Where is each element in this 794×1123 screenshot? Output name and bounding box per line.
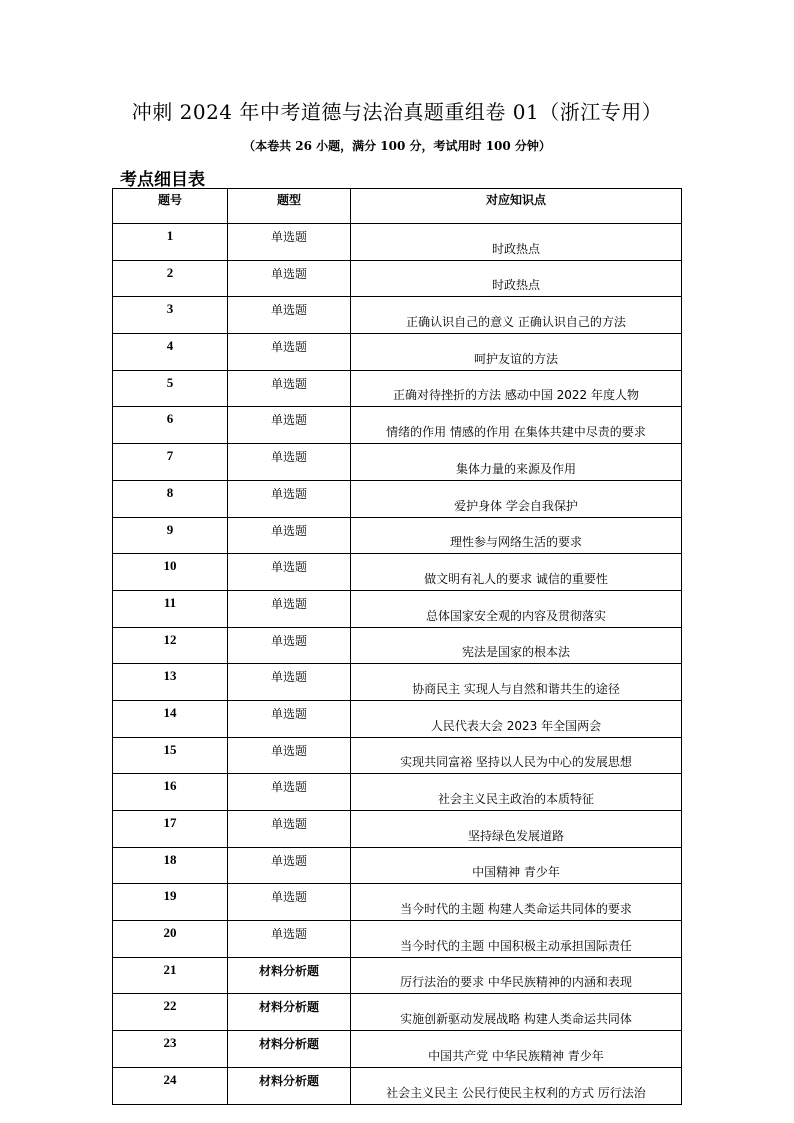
table-row [113,224,682,261]
question-number: 4 [113,334,228,371]
question-type: 材料分析题 [228,1067,351,1104]
question-type: 单选题 [228,847,351,884]
question-type: 单选题 [228,627,351,664]
question-number: 17 [113,811,228,848]
question-type: 材料分析题 [228,957,351,994]
table-row [113,480,682,517]
question-number: 19 [113,884,228,921]
question-type: 单选题 [228,297,351,334]
question-type: 单选题 [228,554,351,591]
table-row [113,407,682,444]
knowledge-point: 实现共同富裕 坚持以人民为中心的发展思想 [351,737,682,774]
table-row [113,737,682,774]
knowledge-point: 总体国家安全观的内容及贯彻落实 [351,590,682,627]
question-number: 11 [113,590,228,627]
table-row [113,664,682,701]
knowledge-point: 正确对待挫折的方法 感动中国 2022 年度人物 [351,370,682,407]
question-number: 18 [113,847,228,884]
knowledge-point: 社会主义民主政治的本质特征 [351,774,682,811]
table-row [113,260,682,297]
question-number: 5 [113,370,228,407]
table-row [113,444,682,481]
question-number: 10 [113,554,228,591]
question-type: 单选题 [228,334,351,371]
table-row [113,370,682,407]
question-type: 材料分析题 [228,994,351,1031]
knowledge-point: 人民代表大会 2023 年全国两会 [351,700,682,737]
table-row [113,1031,682,1068]
page-title: 冲刺 2024 年中考道德与法治真题重组卷 01（浙江专用） [131,100,663,124]
question-type: 单选题 [228,737,351,774]
question-type: 单选题 [228,921,351,958]
knowledge-point: 实施创新驱动发展战略 构建人类命运共同体 [351,994,682,1031]
question-type: 单选题 [228,224,351,261]
knowledge-point: 当今时代的主题 构建人类命运共同体的要求 [351,884,682,921]
table-row [113,517,682,554]
knowledge-point: 社会主义民主 公民行使民主权利的方式 厉行法治 [351,1067,682,1104]
page-subtitle: （本卷共 26 小题，满分 100 分，考试用时 100 分钟） [243,139,551,153]
table-header-row [113,189,682,224]
question-type: 单选题 [228,700,351,737]
question-number: 7 [113,444,228,481]
table-row [113,554,682,591]
knowledge-point: 理性参与网络生活的要求 [351,517,682,554]
question-type: 单选题 [228,260,351,297]
table-row [113,590,682,627]
section-title: 考点细目表 [120,170,205,190]
table-row [113,847,682,884]
knowledge-point: 厉行法治的要求 中华民族精神的内涵和表现 [351,957,682,994]
knowledge-table [112,188,682,1105]
table-row [113,297,682,334]
header-number: 题号 [113,189,228,224]
question-type: 单选题 [228,480,351,517]
knowledge-point: 中国精神 青少年 [351,847,682,884]
table-row [113,700,682,737]
table-row [113,1067,682,1104]
table-row [113,774,682,811]
question-type: 单选题 [228,774,351,811]
table-row [113,334,682,371]
table-row [113,884,682,921]
question-number: 13 [113,664,228,701]
knowledge-point: 时政热点 [351,224,682,261]
question-type: 单选题 [228,590,351,627]
question-number: 22 [113,994,228,1031]
question-number: 3 [113,297,228,334]
table-row [113,921,682,958]
question-number: 23 [113,1031,228,1068]
question-number: 8 [113,480,228,517]
question-number: 9 [113,517,228,554]
header-type: 题型 [228,189,351,224]
knowledge-point: 集体力量的来源及作用 [351,444,682,481]
question-type: 单选题 [228,884,351,921]
table-row [113,957,682,994]
knowledge-point: 宪法是国家的根本法 [351,627,682,664]
question-number: 21 [113,957,228,994]
question-number: 14 [113,700,228,737]
question-type: 单选题 [228,517,351,554]
question-number: 15 [113,737,228,774]
question-number: 2 [113,260,228,297]
question-number: 1 [113,224,228,261]
question-number: 24 [113,1067,228,1104]
knowledge-point: 中国共产党 中华民族精神 青少年 [351,1031,682,1068]
question-type: 单选题 [228,444,351,481]
question-number: 12 [113,627,228,664]
table-row [113,811,682,848]
knowledge-point: 做文明有礼人的要求 诚信的重要性 [351,554,682,591]
question-type: 单选题 [228,407,351,444]
question-number: 6 [113,407,228,444]
knowledge-point: 协商民主 实现人与自然和谐共生的途径 [351,664,682,701]
question-number: 20 [113,921,228,958]
header-knowledge: 对应知识点 [351,189,682,224]
knowledge-point: 正确认识自己的意义 正确认识自己的方法 [351,297,682,334]
table-row [113,627,682,664]
table-row [113,994,682,1031]
knowledge-point: 时政热点 [351,260,682,297]
knowledge-point: 爱护身体 学会自我保护 [351,480,682,517]
question-type: 单选题 [228,664,351,701]
knowledge-point: 坚持绿色发展道路 [351,811,682,848]
question-type: 单选题 [228,811,351,848]
question-number: 16 [113,774,228,811]
knowledge-point: 情绪的作用 情感的作用 在集体共建中尽责的要求 [351,407,682,444]
knowledge-point: 当今时代的主题 中国积极主动承担国际责任 [351,921,682,958]
question-type: 单选题 [228,370,351,407]
knowledge-point: 呵护友谊的方法 [351,334,682,371]
question-type: 材料分析题 [228,1031,351,1068]
